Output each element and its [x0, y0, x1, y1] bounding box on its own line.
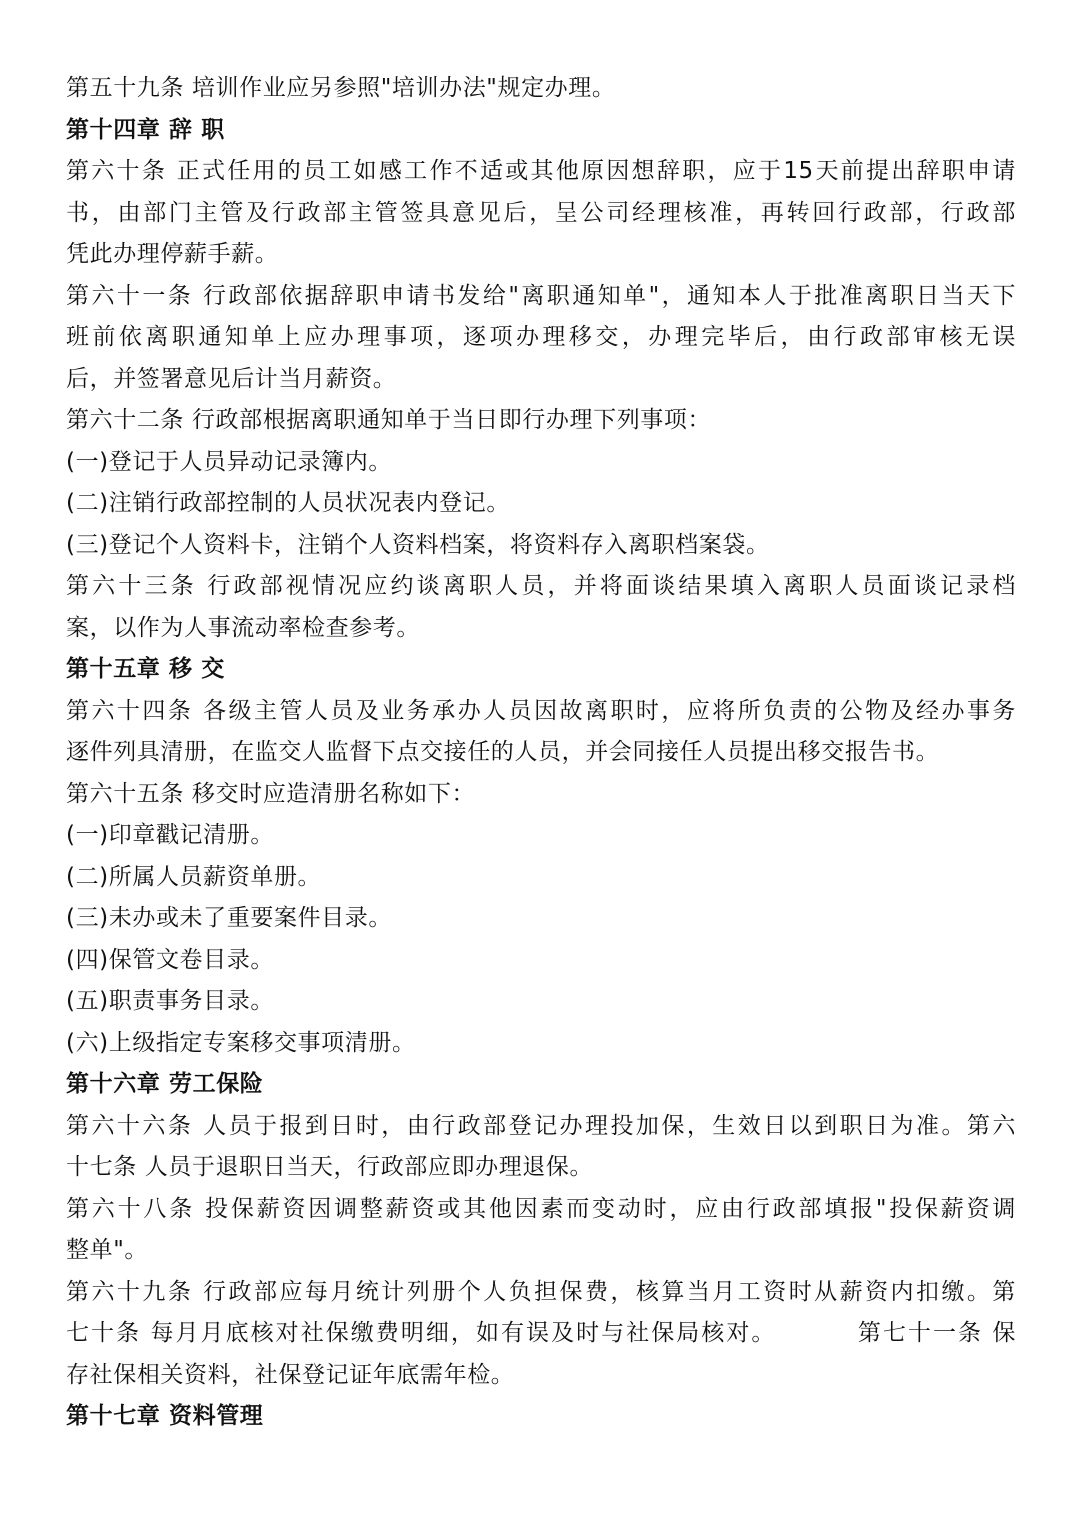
article-69-71	[66, 1272, 1016, 1397]
article-68-line: 第六十八条 投保薪资因调整薪资或其他因素而变动时，应由行政部填报"投保薪资调	[66, 1195, 1016, 1222]
article-60-line: 第六十条 正式任用的员工如感工作不适或其他原因想辞职，应于15天前提出辞职申请	[66, 158, 1016, 184]
article-70-71-line	[66, 1313, 1016, 1355]
chapter-17-heading: 第十七章 资料管理	[66, 1403, 264, 1429]
article-60-line: 书，由部门主管及行政部主管签具意见后，呈公司经理核准，再转回行政部，行政部	[66, 199, 1016, 226]
article-68-line: 整单"。	[66, 1237, 148, 1263]
list-item: (四)保管文卷目录。	[66, 946, 274, 973]
article-64-line: 逐件列具清册，在监交人监督下点交接任的人员，并会同接任人员提出移交报告书。	[66, 739, 940, 765]
article-69-line: 第六十九条 行政部应每月统计列册个人负担保费，核算当月工资时从薪资内扣缴。第	[66, 1278, 1016, 1305]
list-item: (一)登记于人员异动记录簿内。	[66, 448, 392, 475]
article-62: 第六十二条 行政部根据离职通知单于当日即行办理下列事项：	[66, 407, 712, 433]
article-61	[66, 276, 1016, 401]
article-61-line: 后，并签署意见后计当月薪资。	[66, 365, 397, 392]
article-64	[66, 691, 1016, 774]
article-65-list	[66, 815, 1016, 1064]
list-item: (三)未办或未了重要案件目录。	[66, 905, 392, 931]
article-63-line: 第六十三条 行政部视情况应约谈离职人员，并将面谈结果填入离职人员面谈记录档	[66, 573, 1016, 599]
article-60	[66, 151, 1016, 276]
article-66-67-line: 十七条 人员于退职日当天，行政部应即办理退保。	[66, 1154, 594, 1180]
article-59: 第五十九条 培训作业应另参照"培训办法"规定办理。	[66, 75, 616, 101]
list-item: (六)上级指定专案移交事项清册。	[66, 1029, 416, 1056]
article-63-line: 案，以作为人事流动率检查参考。	[66, 614, 420, 641]
article-65: 第六十五条 移交时应造清册名称如下：	[66, 780, 476, 807]
article-71-text: 第七十一条 保	[856, 1320, 1016, 1346]
article-66-67	[66, 1106, 1016, 1189]
chapter-15-heading: 第十五章 移 交	[66, 656, 225, 682]
list-item: (二)注销行政部控制的人员状况表内登记。	[66, 490, 510, 516]
article-60-line: 凭此办理停薪手薪。	[66, 241, 279, 267]
article-70-text: 七十条 每月月底核对社保缴费明细，如有误及时与社保局核对。	[66, 1320, 777, 1346]
article-61-line: 第六十一条 行政部依据辞职申请书发给"离职通知单"，通知本人于批准离职日当天下	[66, 282, 1016, 309]
list-item: (三)登记个人资料卡，注销个人资料档案，将资料存入离职档案袋。	[66, 531, 770, 558]
article-63	[66, 566, 1016, 649]
list-item: (二)所属人员薪资单册。	[66, 863, 322, 890]
article-66-67-line: 第六十六条 人员于报到日时，由行政部登记办理投加保，生效日以到职日为准。第六	[66, 1112, 1016, 1139]
article-62-list	[66, 442, 1016, 567]
chapter-16-heading: 第十六章 劳工保险	[66, 1071, 264, 1097]
list-item: (一)印章戳记清册。	[66, 822, 274, 848]
document-page	[66, 68, 1016, 1438]
article-71-line: 存社保相关资料，社保登记证年底需年检。	[66, 1361, 515, 1388]
article-64-line: 第六十四条 各级主管人员及业务承办人员因故离职时，应将所负责的公物及经办事务	[66, 697, 1016, 724]
chapter-14-heading: 第十四章 辞 职	[66, 116, 225, 143]
article-68	[66, 1189, 1016, 1272]
list-item: (五)职责事务目录。	[66, 988, 274, 1014]
article-61-line: 班前依离职通知单上应办理事项，逐项办理移交，办理完毕后，由行政部审核无误	[66, 324, 1016, 350]
